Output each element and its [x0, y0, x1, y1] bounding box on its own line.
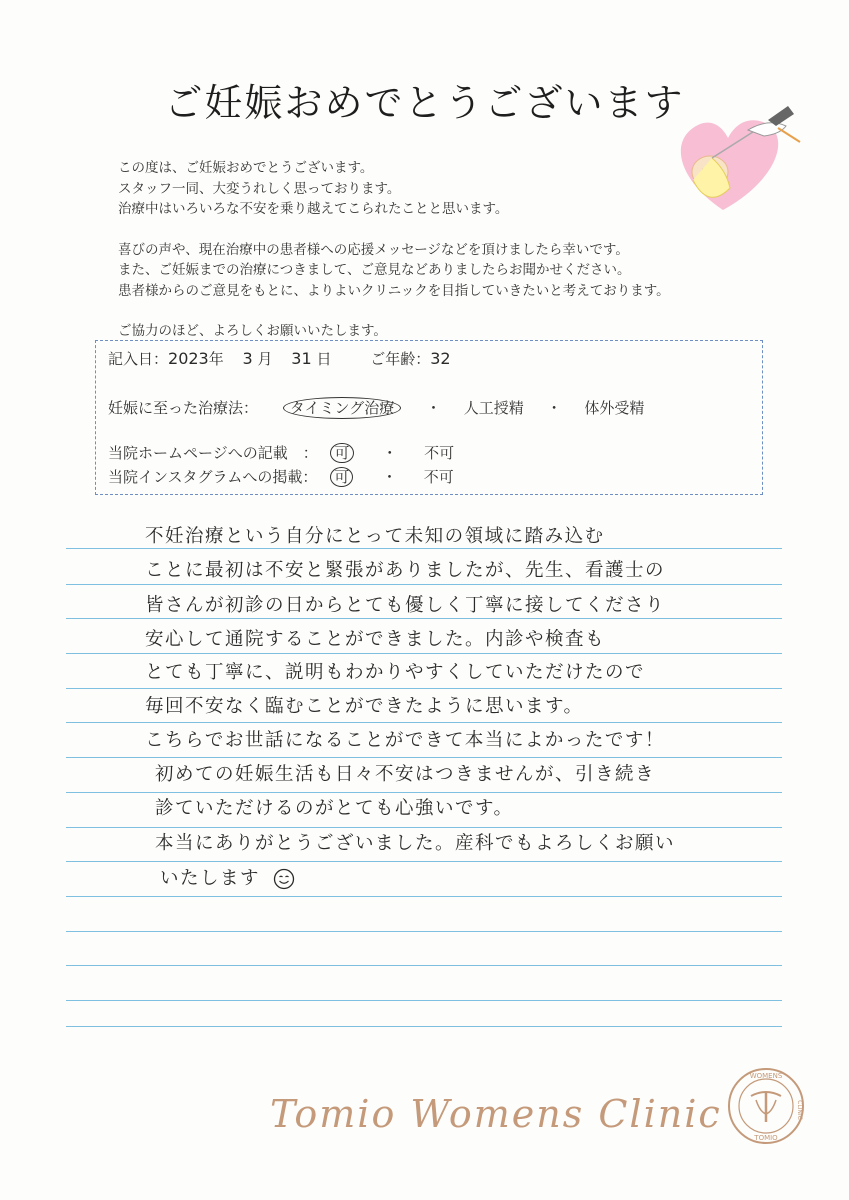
- intro-line: また、ご妊娠までの治療につきまして、ご意見などありましたらお聞かせください。: [118, 262, 631, 278]
- message-line: 不妊治療という自分にとって未知の領域に踏み込む: [145, 526, 605, 547]
- separator: ・: [381, 468, 397, 486]
- day-value[interactable]: 31: [291, 349, 312, 368]
- separator: ・: [546, 399, 562, 417]
- page-title: ご妊娠おめでとうございます: [164, 81, 685, 125]
- rule-line: [66, 1000, 782, 1001]
- message-line: ことに最初は不安と緊張がありましたが、先生、看護士の: [145, 560, 666, 581]
- rule-line: [66, 861, 782, 862]
- message-line: 安心して通院することができました。内診や検査も: [145, 629, 606, 650]
- intro-line: ご協力のほど、よろしくお願いいたします。: [118, 323, 387, 339]
- homepage-label: 当院ホームページへの記載 ：: [108, 444, 318, 462]
- intro-line: スタッフ一同、大変うれしく思っております。: [118, 180, 401, 197]
- homepage-permission-row: [108, 442, 454, 463]
- rule-line: [66, 618, 782, 619]
- rule-line: [66, 548, 782, 549]
- svg-text:CLINIC: CLINIC: [796, 1100, 803, 1120]
- message-line: 毎回不安なく臨むことができたように思います。: [145, 696, 584, 717]
- rule-line: [66, 792, 782, 793]
- svg-text:WOMENS: WOMENS: [749, 1072, 783, 1080]
- age-value[interactable]: 32: [430, 349, 451, 368]
- clinic-logo-text: Tomio Womens Clinic: [270, 1092, 722, 1136]
- message-line: 診ていただけるのがとても心強いです。: [155, 798, 514, 819]
- smiley-face-icon: [273, 868, 295, 890]
- treatment-option-timing[interactable]: タイミング治療: [283, 397, 401, 419]
- intro-line: この度は、ご妊娠おめでとうございます。: [118, 160, 374, 176]
- year-value[interactable]: 2023: [168, 349, 209, 368]
- separator: ・: [425, 399, 441, 417]
- date-label: 記入日：: [108, 350, 169, 368]
- rule-line: [66, 931, 782, 932]
- message-line: とても丁寧に、説明もわかりやすくしていただけたので: [145, 662, 646, 683]
- separator: ・: [382, 444, 398, 462]
- intro-text: [118, 158, 778, 342]
- message-line: こちらでお世話になることができて本当によかったです！: [145, 730, 665, 751]
- rule-line: [66, 722, 782, 723]
- treatment-option-iui[interactable]: 人工授精: [463, 399, 524, 417]
- message-line: 本当にありがとうございました。産科でもよろしくお願い: [155, 833, 676, 854]
- rule-line: [66, 827, 782, 828]
- message-line: 皆さんが初診の日からとても優しく丁寧に接してくださり: [145, 595, 666, 616]
- intro-line: 患者様からのご意見をもとに、よりよいクリニックを目指していきたいと考えております。: [118, 282, 670, 299]
- intro-line: 喜びの声や、現在治療中の患者様への応援メッセージなどを頂けましたら幸いです。: [118, 241, 629, 258]
- date-age-row: [108, 348, 451, 369]
- rule-line: [66, 688, 782, 689]
- survey-form: [95, 340, 763, 495]
- treatment-label: 妊娠に至った治療法：: [108, 399, 259, 417]
- rule-line: [66, 1026, 782, 1027]
- year-unit: 年: [208, 350, 224, 368]
- treatment-row: [108, 397, 644, 418]
- rule-line: [66, 757, 782, 758]
- rule-line: [66, 653, 782, 654]
- rule-line: [66, 965, 782, 966]
- rule-line: [66, 584, 782, 585]
- treatment-option-ivf[interactable]: 体外受精: [584, 399, 645, 417]
- message-line: いたします: [160, 868, 261, 889]
- month-unit: 月: [257, 350, 273, 368]
- age-label: ご年齢：: [370, 350, 431, 368]
- homepage-ng-option[interactable]: 不可: [424, 444, 455, 462]
- rule-line: [66, 896, 782, 897]
- instagram-permission-row: [108, 466, 454, 487]
- day-unit: 日: [316, 350, 332, 368]
- clinic-seal-logo: [726, 1066, 806, 1146]
- instagram-ng-option[interactable]: 不可: [423, 468, 454, 486]
- month-value[interactable]: 3: [242, 349, 253, 368]
- svg-text:TOMIO: TOMIO: [754, 1134, 778, 1142]
- message-last-line: [160, 864, 740, 890]
- message-line: 初めての妊娠生活も日々不安はつきませんが、引き続き: [155, 764, 656, 785]
- instagram-ok-option[interactable]: 可: [330, 467, 353, 487]
- instagram-label: 当院インスタグラムへの掲載：: [108, 468, 318, 486]
- homepage-ok-option[interactable]: 可: [330, 443, 353, 463]
- intro-line: 治療中はいろいろな不安を乗り越えてこられたことと思います。: [118, 201, 509, 217]
